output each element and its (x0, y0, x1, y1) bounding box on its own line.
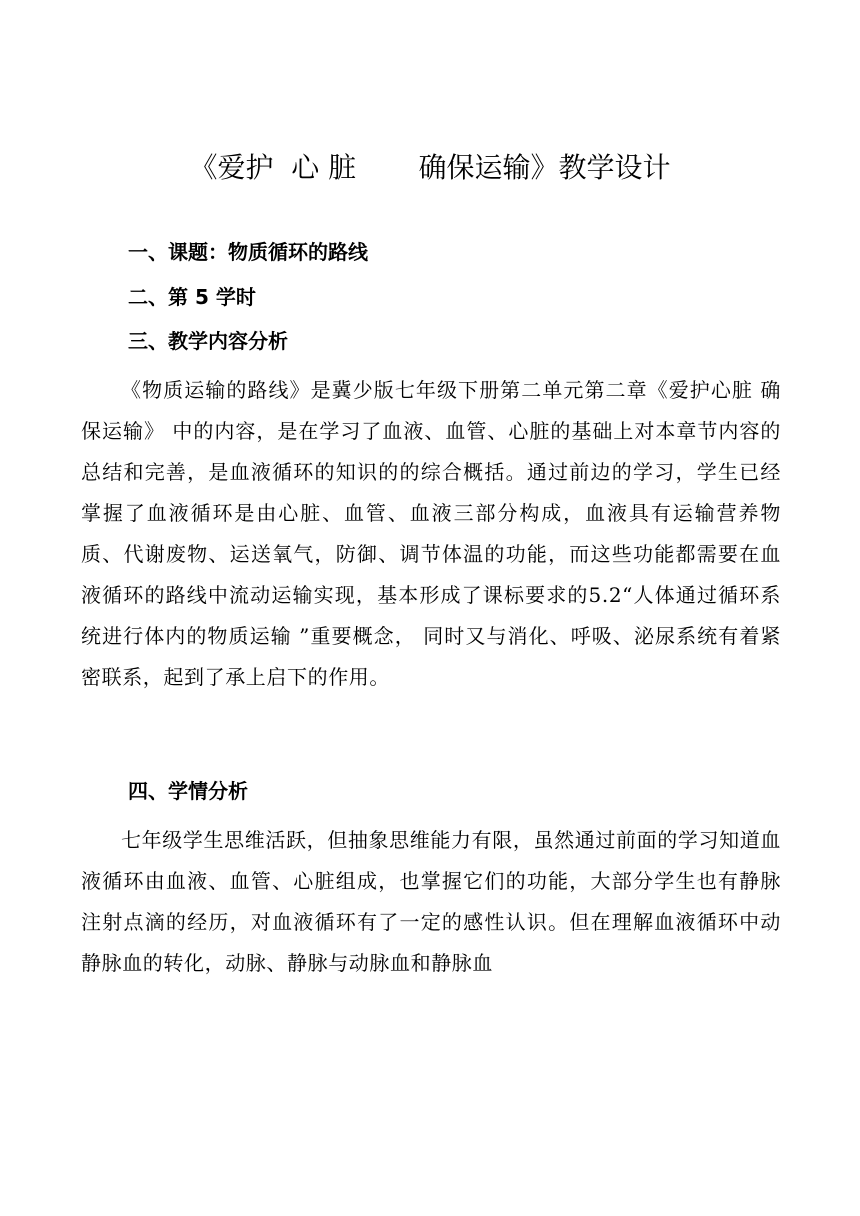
section-heading-student-analysis: 四、学情分析 (128, 779, 248, 803)
section-heading-content-analysis: 三、教学内容分析 (128, 329, 288, 353)
section-heading-topic: 一、课题：物质循环的路线 (128, 240, 368, 264)
document-title: 《爱护 心 脏 确保运输》教学设计 (189, 151, 671, 184)
content-analysis-paragraph: 《物质运输的路线》是冀少版七年级下册第二单元第二章《爱护心脏 确保运输》 中的内容，是在学习了血液、血管、心脏的基础上对本章节内容的总结和完善，是血液循环的知识的的综合概括。通过前边的学习，学生已经掌握了血液循环是由心脏、血管、血液三部分构成，血液具有运输营养物质、代谢废物、运送氧气，防御、调节体温的功能，而这些功能都需要在血液循环的路线中流动运输实现，基本形成了课标要求的5.2“人体通过循环系统进行体内的物质运输 ”重要概念， 同时又与消化、呼吸、泌尿系统有着紧密联系，起到了承上启下的作用。 (81, 378, 781, 689)
student-analysis-paragraph: 七年级学生思维活跃，但抽象思维能力有限，虽然通过前面的学习知道血液循环由血液、血管、心脏组成，也掌握它们的功能，大部分学生也有静脉注射点滴的经历，对血液循环有了一定的感性认识。但在理解血液循环中动静脉血的转化，动脉、静脉与动脉血和静脉血 (81, 828, 781, 975)
section-heading-lesson-period: 二、第 5 学时 (128, 285, 256, 309)
